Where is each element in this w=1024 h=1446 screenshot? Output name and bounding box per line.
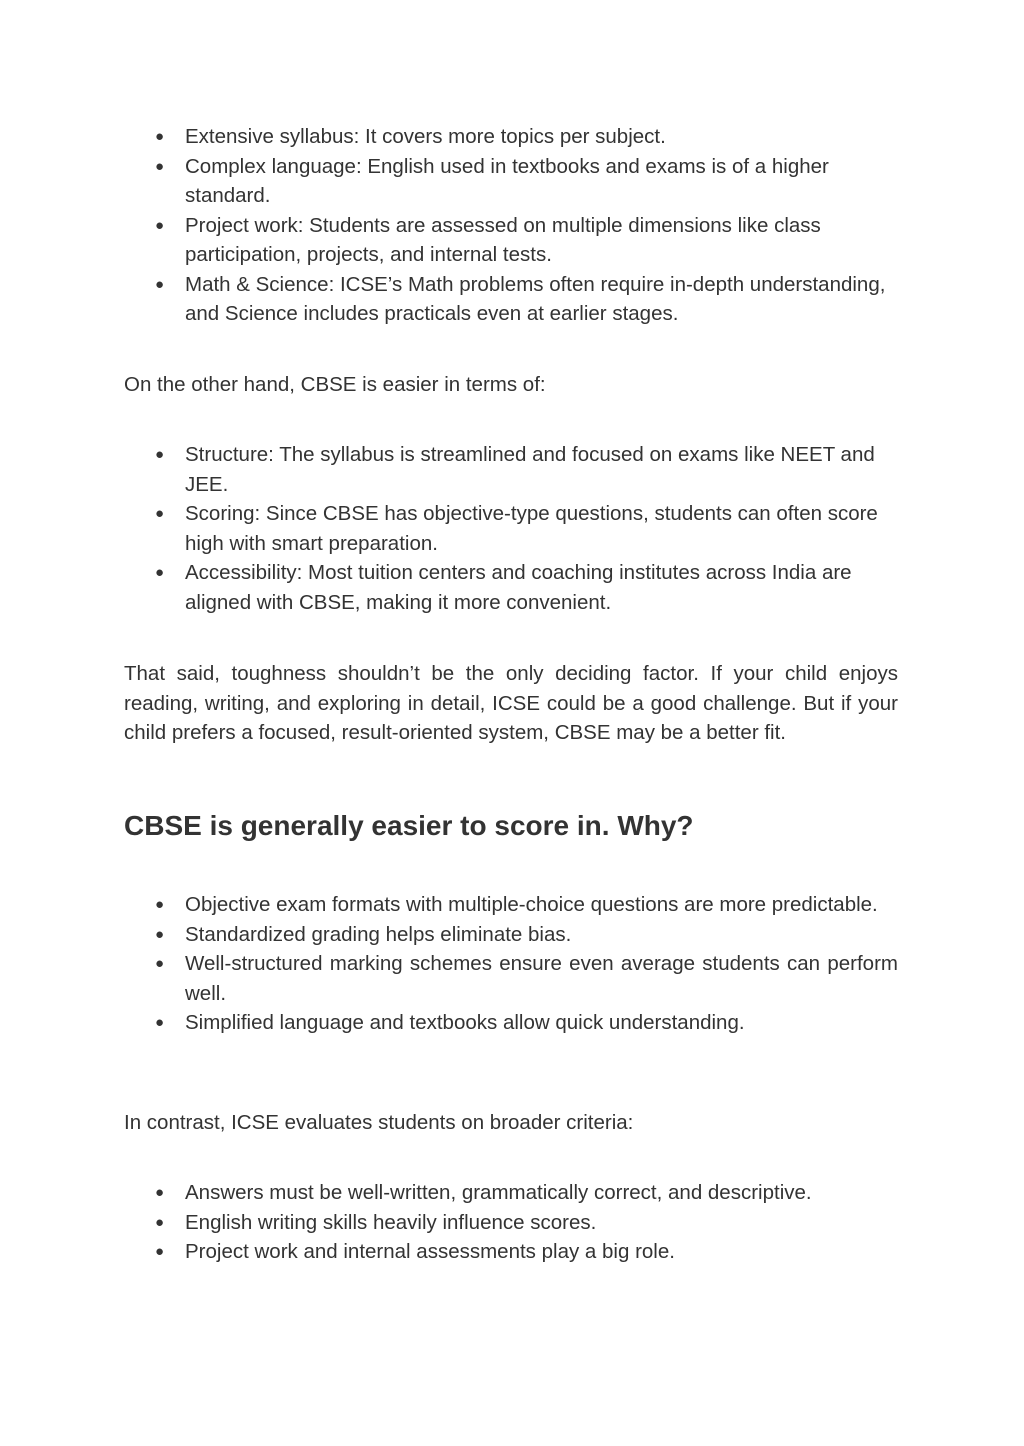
list-item bbox=[124, 1178, 898, 1208]
list-item bbox=[124, 920, 898, 950]
list-item bbox=[124, 949, 898, 1008]
bullet-icon: ● bbox=[155, 216, 165, 234]
list-item-text: Well-structured marking schemes ensure even average students can perform well. bbox=[185, 952, 898, 1005]
list-item-text: Accessibility: Most tuition centers and coaching institutes across India are aligned with CBSE, making it more convenient. bbox=[185, 561, 852, 614]
list-item-text: Simplified language and textbooks allow quick understanding. bbox=[185, 1011, 745, 1034]
bullet-icon: ● bbox=[155, 275, 165, 293]
list-item bbox=[124, 440, 898, 499]
list-item-text: Standardized grading helps eliminate bias. bbox=[185, 922, 572, 946]
list-item-text: Project work and internal assessments play a big role. bbox=[185, 1240, 675, 1263]
list-item bbox=[124, 890, 898, 920]
list-item-text: Complex language: English used in textbooks and exams is of a higher standard. bbox=[185, 154, 829, 207]
list-item-text: English writing skills heavily influence scores. bbox=[185, 1210, 597, 1234]
bullet-icon: ● bbox=[155, 925, 165, 943]
bullet-icon: ● bbox=[155, 446, 165, 463]
list-item bbox=[124, 152, 898, 211]
bullet-icon: ● bbox=[155, 1184, 165, 1201]
list-item-text: Extensive syllabus: It covers more topics per subject. bbox=[185, 125, 666, 148]
bullet-icon: ● bbox=[155, 505, 165, 522]
bullet-icon: ● bbox=[155, 896, 165, 913]
cbse-intro-paragraph: On the other hand, CBSE is easier in terms of: bbox=[124, 373, 546, 396]
bullet-icon: ● bbox=[155, 157, 165, 175]
icse-intro-paragraph: In contrast, ICSE evaluates students on broader criteria: bbox=[124, 1111, 634, 1134]
conclusion-paragraph: That said, toughness shouldn’t be the only deciding factor. If your child enjoys reading, writing, and exploring in detail, ICSE could be a good challenge. But if your child prefers a focused, result-oriented system, CBSE may be a better fit. bbox=[124, 662, 898, 744]
icse-difficulty-list bbox=[124, 122, 898, 329]
list-item bbox=[124, 499, 898, 558]
bullet-icon: ● bbox=[155, 955, 165, 972]
bullet-icon: ● bbox=[155, 128, 165, 145]
bullet-icon: ● bbox=[155, 564, 165, 581]
list-item bbox=[124, 1208, 898, 1238]
bullet-icon: ● bbox=[155, 1213, 165, 1231]
bullet-icon: ● bbox=[155, 1243, 165, 1260]
list-item-text: Math & Science: ICSE’s Math problems often require in-depth understanding, and Science includes practicals even at earlier stages. bbox=[185, 272, 886, 325]
list-item-text: Scoring: Since CBSE has objective-type questions, students can often score high with smart preparation. bbox=[185, 502, 878, 555]
list-item-text: Answers must be well-written, grammatically correct, and descriptive. bbox=[185, 1181, 812, 1204]
list-item bbox=[124, 1237, 898, 1267]
cbse-easier-list bbox=[124, 440, 898, 617]
icse-criteria-list bbox=[124, 1178, 898, 1267]
section-heading: CBSE is generally easier to score in. Why? bbox=[124, 810, 694, 841]
list-item-text: Project work: Students are assessed on multiple dimensions like class participation, projects, and internal tests. bbox=[185, 213, 821, 266]
list-item bbox=[124, 1008, 898, 1038]
list-item bbox=[124, 122, 898, 152]
list-item bbox=[124, 211, 898, 270]
list-item-text: Objective exam formats with multiple-choice questions are more predictable. bbox=[185, 893, 878, 916]
list-item bbox=[124, 270, 898, 329]
list-item-text: Structure: The syllabus is streamlined and focused on exams like NEET and JEE. bbox=[185, 443, 875, 496]
cbse-scoring-list bbox=[124, 890, 898, 1038]
bullet-icon: ● bbox=[155, 1014, 165, 1031]
list-item bbox=[124, 558, 898, 617]
